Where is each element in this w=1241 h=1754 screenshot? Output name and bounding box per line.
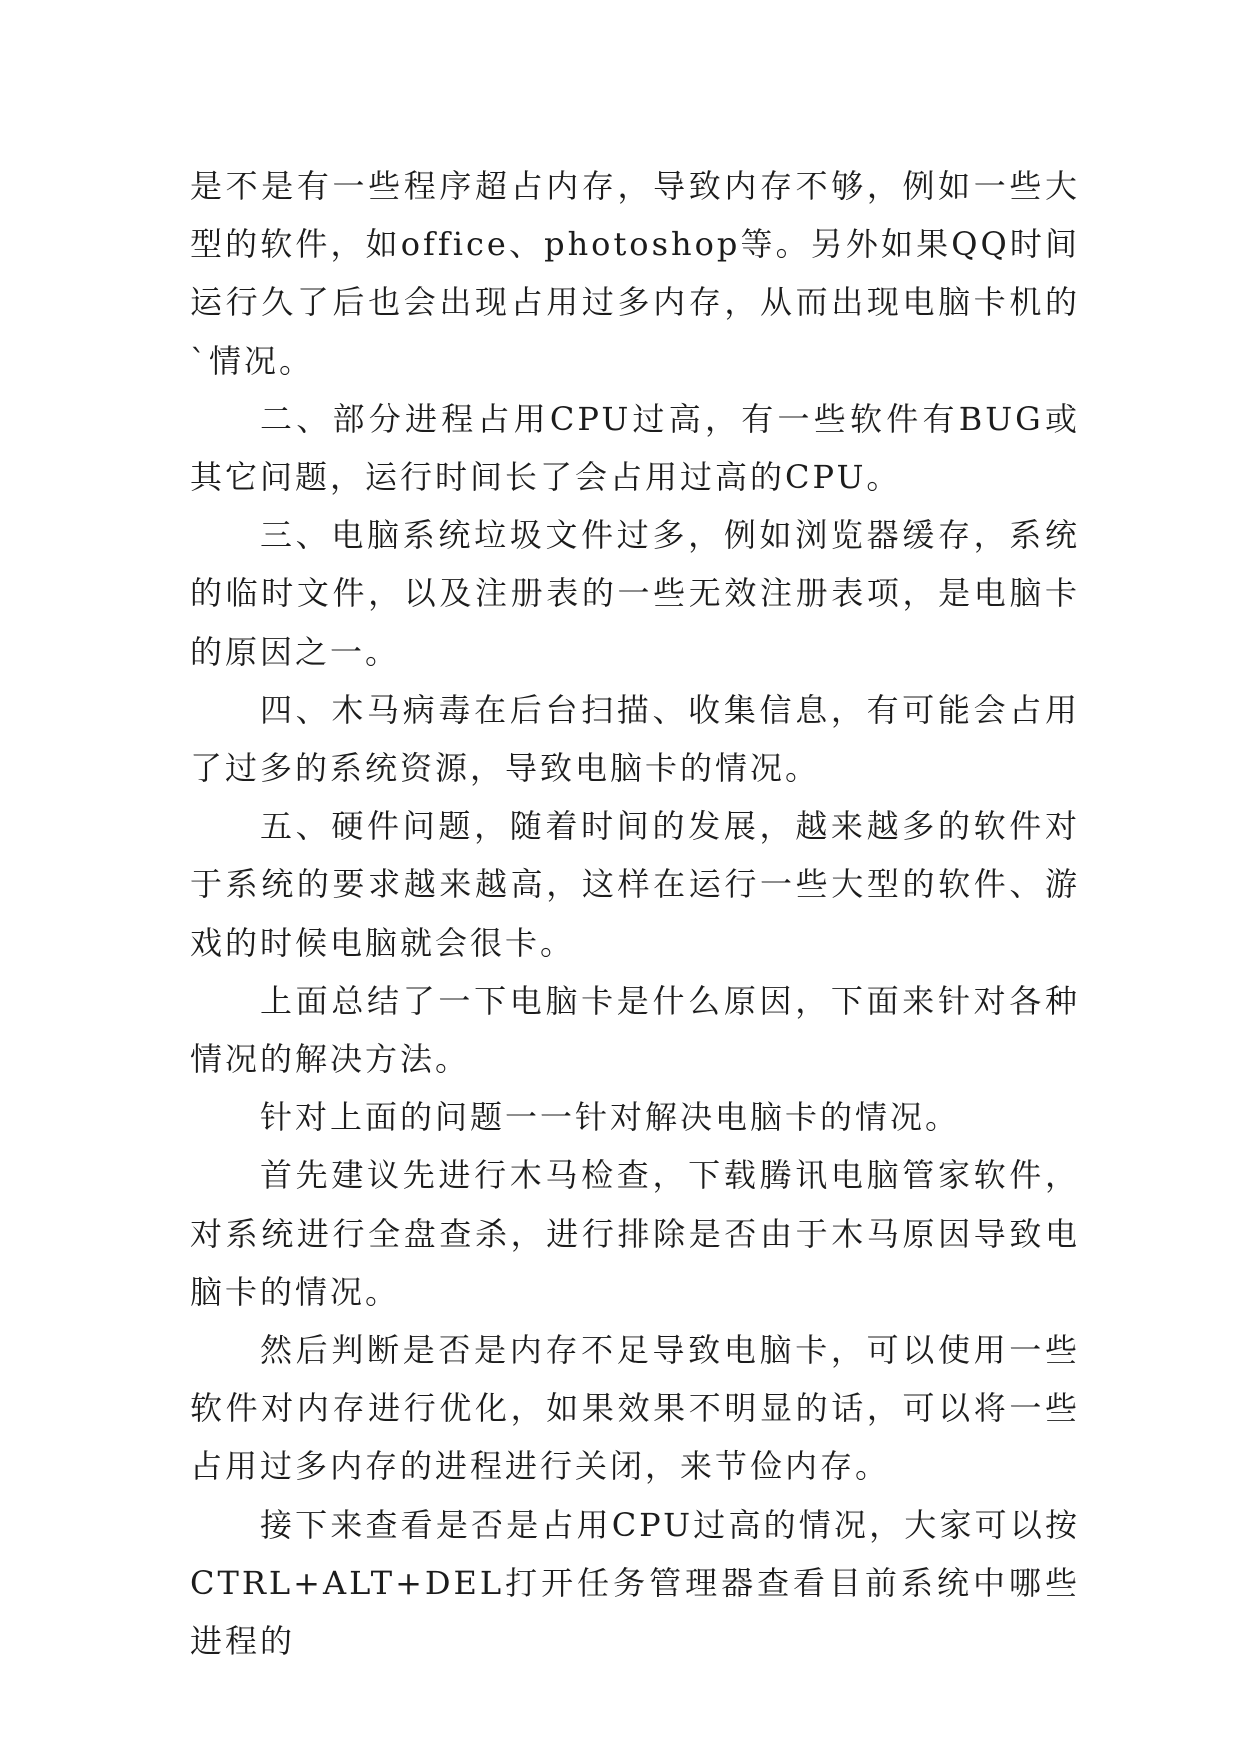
- paragraph-5: 五、硬件问题，随着时间的发展，越来越多的软件对于系统的要求越来越高，这样在运行一些大型的软件、游戏的时候电脑就会很卡。: [190, 807, 1080, 962]
- paragraph-9: 然后判断是否是内存不足导致电脑卡，可以使用一些软件对内存进行优化，如果效果不明显的话，可以将一些占用过多内存的进程进行关闭，来节俭内存。: [190, 1331, 1080, 1486]
- paragraph-10: 接下来查看是否是占用CPU过高的情况，大家可以按CTRL+ALT+DEL打开任务管理器查看目前系统中哪些进程的: [190, 1505, 1080, 1661]
- paragraph-4: 四、木马病毒在后台扫描、收集信息，有可能会占用了过多的系统资源，导致电脑卡的情况。: [190, 690, 1080, 788]
- paragraph-3: 三、电脑系统垃圾文件过多，例如浏览器缓存，系统的临时文件，以及注册表的一些无效注册表项，是电脑卡的原因之一。: [190, 516, 1080, 671]
- paragraph-8: 首先建议先进行木马检查，下载腾讯电脑管家软件，对系统进行全盘查杀，进行排除是否由于木马原因导致电脑卡的情况。: [190, 1156, 1080, 1311]
- paragraph-6: 上面总结了一下电脑卡是什么原因，下面来针对各种情况的解决方法。: [190, 981, 1080, 1079]
- paragraph-2: 二、部分进程占用CPU过高，有一些软件有BUG或其它问题，运行时间长了会占用过高的CPU。: [190, 399, 1080, 497]
- document-body: [190, 157, 1080, 1670]
- paragraph-7: 针对上面的问题一一针对解决电脑卡的情况。: [260, 1098, 961, 1137]
- paragraph-1: 是不是有一些程序超占内存，导致内存不够，例如一些大型的软件，如office、photoshop等。另外如果QQ时间运行久了后也会出现占用过多内存，从而出现电脑卡机的`情况。: [190, 167, 1080, 380]
